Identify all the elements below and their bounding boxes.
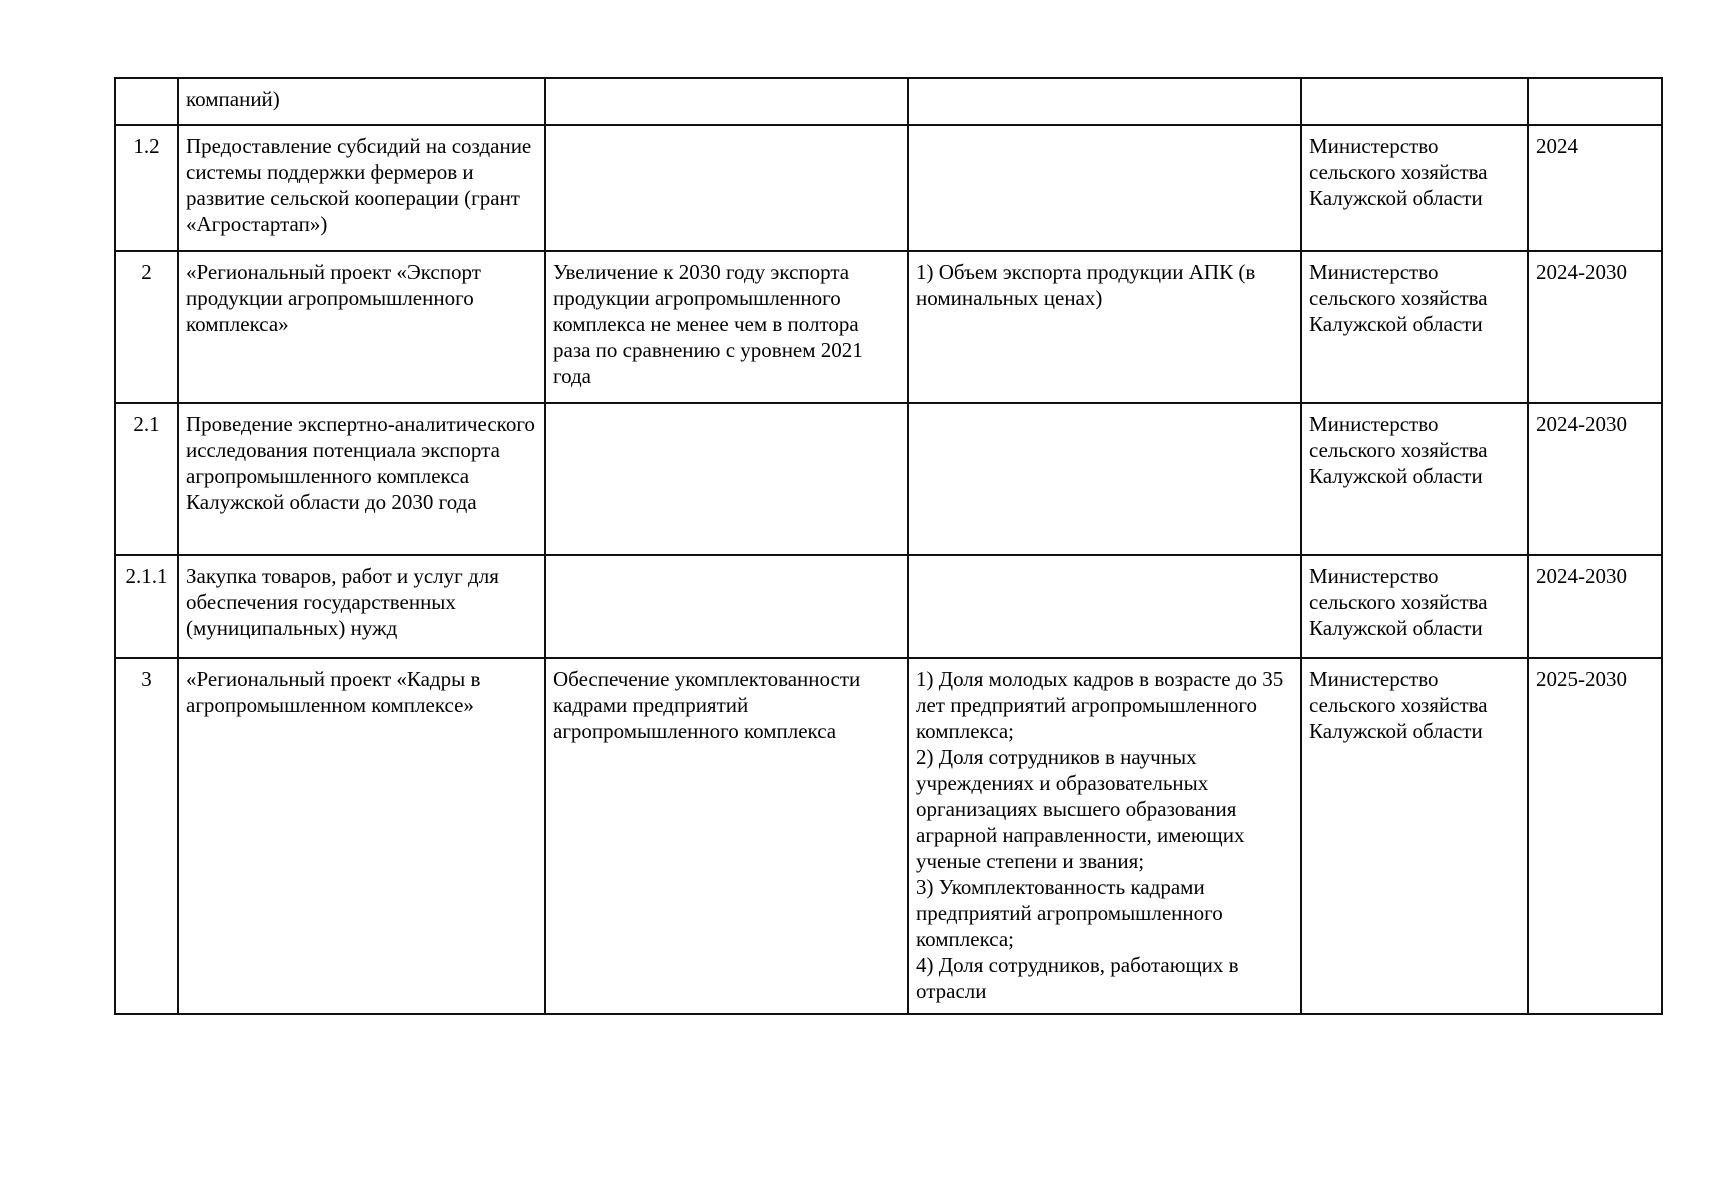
row-number-cell (115, 78, 178, 125)
period-cell (1528, 78, 1662, 125)
row-number-cell: 2.1 (115, 403, 178, 555)
period-cell: 2024-2030 (1528, 555, 1662, 658)
table-row (115, 78, 1662, 125)
executor-cell: Министерство сельского хозяйства Калужской области (1301, 251, 1528, 403)
row-number-cell: 1.2 (115, 125, 178, 251)
executor-cell: Министерство сельского хозяйства Калужской области (1301, 658, 1528, 1014)
result-cell (545, 78, 908, 125)
indicator-cell: 1) Доля молодых кадров в возрасте до 35 лет предприятий агропромышленного комплекса; 2) Доля сотрудников в научных учреждениях и образовательных организациях высшего образования аграрной направленности, имеющих ученые степени и звания; 3) Укомплектованность кадрами предприятий агропромышленного комплекса; 4) Доля сотрудников, работающих в отрасли (908, 658, 1301, 1014)
event-cell: Закупка товаров, работ и услуг для обеспечения государственных (муниципальных) нужд (178, 555, 545, 658)
period-cell: 2024 (1528, 125, 1662, 251)
executor-cell: Министерство сельского хозяйства Калужской области (1301, 403, 1528, 555)
indicator-cell (908, 555, 1301, 658)
event-cell: Проведение экспертно-аналитического исследования потенциала экспорта агропромышленного комплекса Калужской области до 2030 года (178, 403, 545, 555)
table-row (115, 555, 1662, 658)
table-row (115, 658, 1662, 1014)
program-table (114, 77, 1663, 1015)
result-cell (545, 403, 908, 555)
event-cell: Предоставление субсидий на создание системы поддержки фермеров и развитие сельской кооперации (грант «Агростартап») (178, 125, 545, 251)
executor-cell (1301, 78, 1528, 125)
event-cell: «Региональный проект «Кадры в агропромышленном комплексе» (178, 658, 545, 1014)
result-cell (545, 555, 908, 658)
period-cell: 2024-2030 (1528, 403, 1662, 555)
indicator-cell (908, 125, 1301, 251)
table-row (115, 251, 1662, 403)
executor-cell: Министерство сельского хозяйства Калужской области (1301, 125, 1528, 251)
row-number-cell: 3 (115, 658, 178, 1014)
table-row (115, 125, 1662, 251)
period-cell: 2024-2030 (1528, 251, 1662, 403)
executor-cell: Министерство сельского хозяйства Калужской области (1301, 555, 1528, 658)
indicator-cell (908, 403, 1301, 555)
indicator-cell: 1) Объем экспорта продукции АПК (в номинальных ценах) (908, 251, 1301, 403)
row-number-cell: 2.1.1 (115, 555, 178, 658)
table-row (115, 403, 1662, 555)
result-cell: Обеспечение укомплектованности кадрами предприятий агропромышленного комплекса (545, 658, 908, 1014)
event-cell: компаний) (178, 78, 545, 125)
period-cell: 2025-2030 (1528, 658, 1662, 1014)
result-cell (545, 125, 908, 251)
indicator-cell (908, 78, 1301, 125)
event-cell: «Региональный проект «Экспорт продукции агропромышленного комплекса» (178, 251, 545, 403)
row-number-cell: 2 (115, 251, 178, 403)
result-cell: Увеличение к 2030 году экспорта продукции агропромышленного комплекса не менее чем в полтора раза по сравнению с уровнем 2021 года (545, 251, 908, 403)
